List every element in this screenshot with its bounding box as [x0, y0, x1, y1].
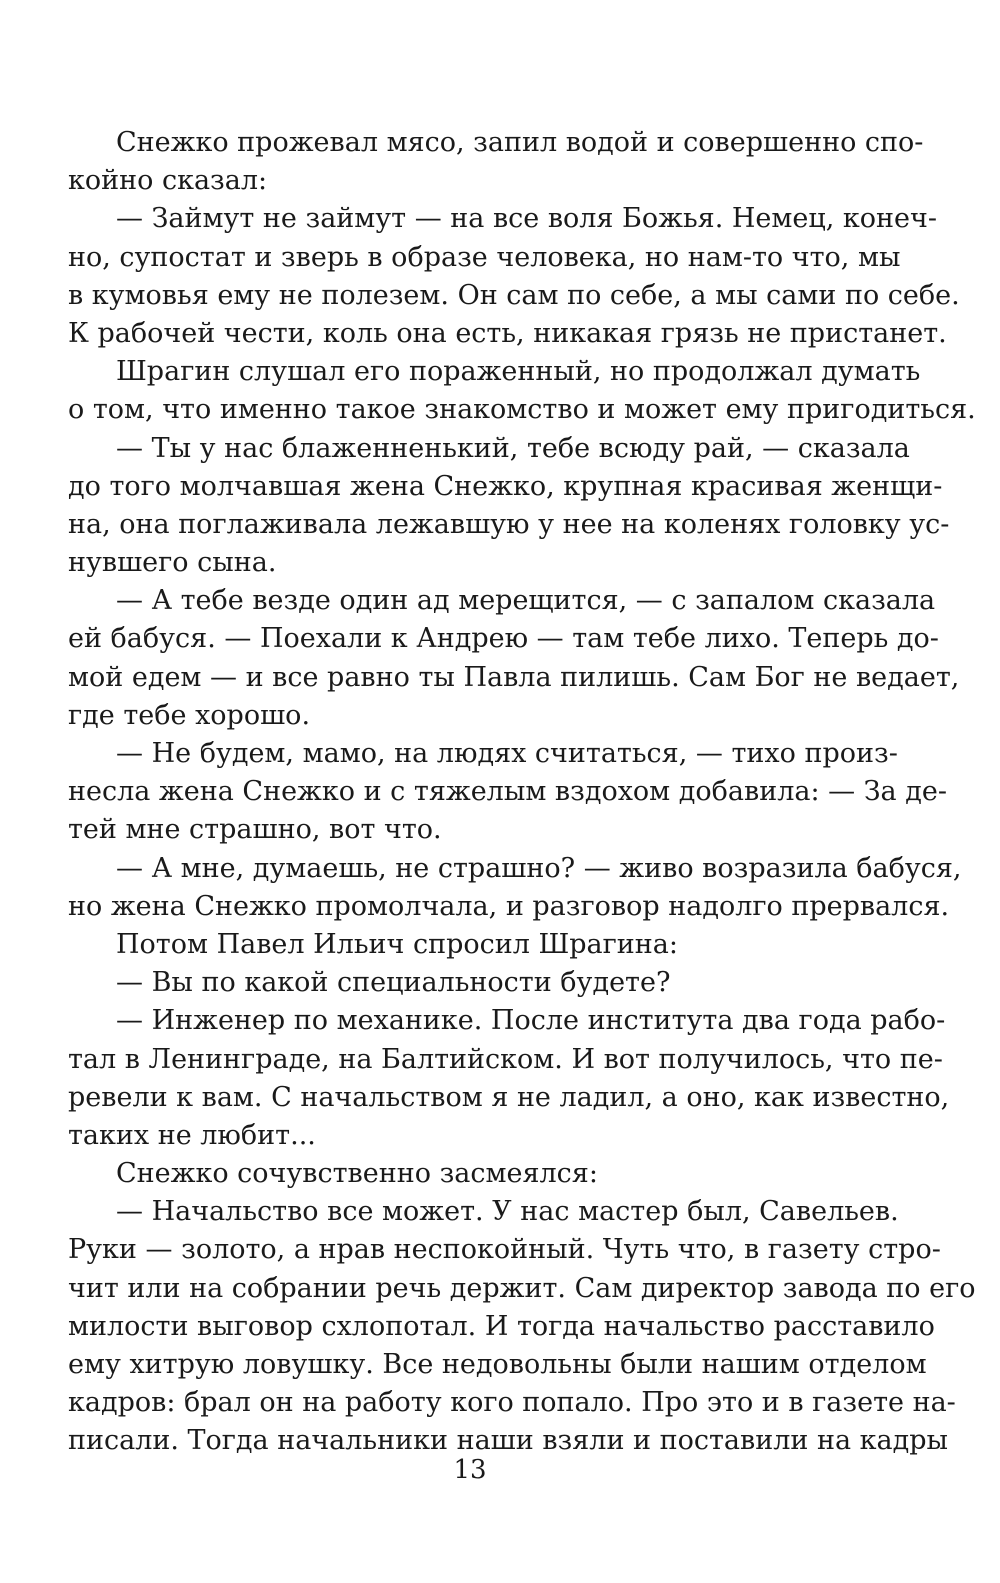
text-line: таких не любит...: [68, 1119, 316, 1151]
text-line: Снежко прожевал мясо, запил водой и совершенно спо-: [116, 127, 924, 158]
text-line: несла жена Снежко и с тяжелым вздохом добавила: — За де-: [68, 776, 947, 808]
text-line: ей бабуся. — Поехали к Андрею — там тебе лихо. Теперь до-: [68, 623, 939, 655]
text-line: — Займут не займут — на все воля Божья. Немец, конеч-: [116, 203, 937, 235]
text-line: мой едем — и все равно ты Павла пилишь. Сам Бог не ведает,: [68, 661, 960, 693]
page-number: 13: [453, 1455, 487, 1485]
text-line: — Ты у нас блаженненький, тебе всюду рай, — сказала: [116, 432, 910, 464]
text-line: писали. Тогда начальники наши взяли и поставили на кадры: [68, 1425, 948, 1457]
text-line: Шрагин слушал его пораженный, но продолжал думать: [116, 356, 921, 388]
text-line: в кумовья ему не полезем. Он сам по себе, а мы сами по себе.: [68, 279, 960, 311]
text-line: — Вы по какой специальности будете?: [116, 967, 671, 999]
text-line: ревели к вам. С начальством я не ладил, а оно, как известно,: [68, 1081, 950, 1113]
text-line: Снежко сочувственно засмеялся:: [116, 1158, 598, 1190]
text-line: ему хитрую ловушку. Все недовольны были нашим отделом: [68, 1349, 927, 1380]
text-line: о том, что именно такое знакомство и может ему пригодиться.: [68, 394, 976, 426]
text-line: кадров: брал он на работу кого попало. Про это и в газете на-: [68, 1387, 956, 1419]
text-line: — А мне, думаешь, не страшно? — живо возразила бабуся,: [116, 852, 962, 884]
text-line: Потом Павел Ильич спросил Шрагина:: [116, 928, 678, 960]
text-line: койно сказал:: [68, 165, 268, 197]
body-text: [68, 124, 976, 1461]
text-line: — Инженер по механике. После института два года рабо-: [116, 1005, 946, 1037]
text-line: тал в Ленинграде, на Балтийском. И вот получилось, что пе-: [68, 1043, 943, 1075]
text-line: но жена Снежко промолчала, и разговор надолго прервался.: [68, 890, 950, 922]
text-line: где тебе хорошо.: [68, 699, 311, 731]
text-line: на, она поглаживала лежавшую у нее на коленях головку ус-: [68, 508, 950, 540]
text-line: — Не будем, мамо, на людях считаться, — тихо произ-: [116, 738, 898, 769]
text-line: тей мне страшно, вот что.: [68, 814, 442, 846]
text-line: чит или на собрании речь держит. Сам директор завода по его: [68, 1272, 976, 1304]
text-line: до того молчавшая жена Снежко, крупная красивая женщи-: [68, 470, 943, 502]
text-line: но, супостат и зверь в образе человека, но нам-то что, мы: [68, 241, 901, 273]
text-line: Руки — золото, а нрав неспокойный. Чуть что, в газету стро-: [68, 1234, 941, 1266]
text-line: — А тебе везде один ад мерещится, — с запалом сказала: [116, 585, 936, 617]
text-line: К рабочей чести, коль она есть, никакая грязь не пристанет.: [68, 317, 947, 349]
text-line: милости выговор схлопотал. И тогда начальство расставило: [68, 1310, 935, 1342]
text-line: нувшего сына.: [68, 547, 277, 579]
text-line: — Начальство все может. У нас мастер был, Савельев.: [116, 1196, 899, 1228]
